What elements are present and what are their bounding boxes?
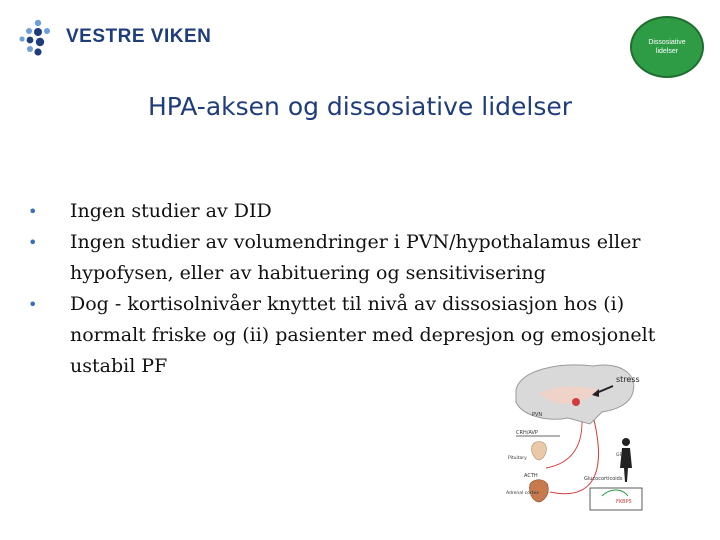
bullet-dot-icon: •: [28, 233, 38, 252]
person-head: [622, 438, 630, 446]
pituitary-shape: [532, 442, 547, 461]
glucocorticoids-label: Glucocorticoids: [584, 476, 623, 482]
adrenal-label: Adrenal cortex: [506, 491, 539, 496]
logo-dots-icon: [18, 18, 58, 58]
logo-text: VESTRE VIKEN: [66, 26, 212, 47]
slide-title: HPA-aksen og dissosiative lidelser: [147, 92, 573, 121]
bullet-text: Ingen studier av volumendringer i PVN/hypothalamus eller hypofysen, eller av habituering og sensitivisering: [70, 231, 641, 284]
pvn-label: PVN: [532, 412, 543, 418]
bullet-item: [28, 227, 698, 289]
bullet-dot-icon: •: [28, 295, 38, 314]
feedback-arrow-2: [546, 422, 582, 468]
stress-label: stress: [616, 375, 640, 384]
bullet-text: Dog - kortisolnivåer knyttet til nivå av dissosiasjon hos (i) normalt friske og (ii) pasienter med depresjon og emosjonelt ustabil PF: [70, 293, 656, 377]
feedback-arrow: [550, 420, 598, 494]
bullet-item: [28, 196, 698, 227]
topic-badge-label: Dissosiative lidelser: [648, 39, 686, 55]
topic-badge: [630, 16, 704, 78]
crh-label: CRH/AVP: [516, 430, 538, 436]
pituitary-label: Pituitary: [508, 456, 527, 461]
vestre-viken-logo: [18, 18, 218, 58]
bullet-text: Ingen studier av DID: [70, 200, 272, 222]
fkbp5-label: FKBP5: [616, 499, 632, 505]
hypothalamus-marker: [572, 398, 580, 406]
gr-label: GR: [616, 453, 623, 458]
hpa-axis-diagram: [498, 360, 720, 540]
bullet-list: [28, 196, 698, 382]
acth-label: ACTH: [524, 473, 538, 479]
bullet-dot-icon: •: [28, 202, 38, 221]
